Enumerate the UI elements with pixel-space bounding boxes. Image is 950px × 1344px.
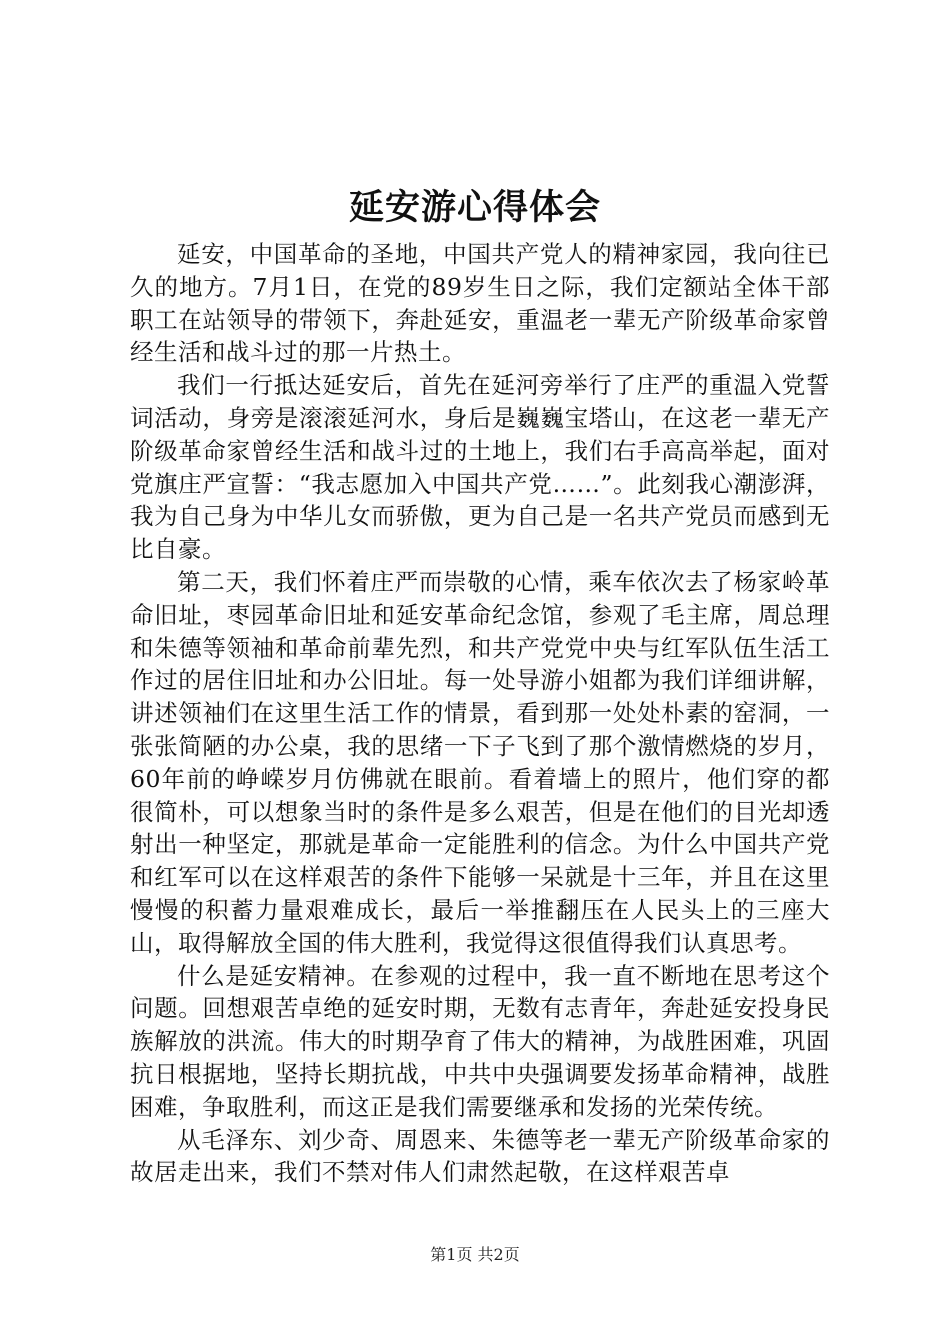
paragraph-1: 延安，中国革命的圣地，中国共产党人的精神家园，我向往已久的地方。7月1日，在党的89岁生日之际，我们定额站全体干部职工在站领导的带领下，奔赴延安，重温老一辈无产阶级革命家曾经生活和战斗过的那一片热土。 bbox=[130, 240, 830, 367]
paragraph-4: 什么是延安精神。在参观的过程中，我一直不断地在思考这个问题。回想艰苦卓绝的延安时期，无数有志青年，奔赴延安投身民族解放的洪流。伟大的时期孕育了伟大的精神，为战胜困难，巩固抗日根据地，坚持长期抗战，中共中央强调要发扬革命精神，战胜困难，争取胜利，而这正是我们需要继承和发扬的光荣传统。 bbox=[130, 961, 830, 1121]
paragraph-2: 我们一行抵达延安后，首先在延河旁举行了庄严的重温入党誓词活动，身旁是滚滚延河水，身后是巍巍宝塔山，在这老一辈无产阶级革命家曾经生活和战斗过的土地上，我们右手高高举起，面对党旗庄严宣誓：“我志愿加入中国共产党……”。此刻我心潮澎湃，我为自己身为中华儿女而骄傲，更为自己是一名共产党员而感到无比自豪。 bbox=[130, 371, 830, 564]
document-body bbox=[130, 238, 830, 1189]
document-title: 延安游心得体会 bbox=[348, 187, 601, 228]
paragraph-5: 从毛泽东、刘少奇、周恩来、朱德等老一辈无产阶级革命家的故居走出来，我们不禁对伟人们肃然起敬，在这样艰苦卓 bbox=[130, 1125, 830, 1187]
page-number-footer: 第1页 共2页 bbox=[430, 1245, 520, 1264]
paragraph-3: 第二天，我们怀着庄严而崇敬的心情，乘车依次去了杨家岭革命旧址，枣园革命旧址和延安革命纪念馆，参观了毛主席，周总理和朱德等领袖和革命前辈先烈，和共产党党中央与红军队伍生活工作过的居住旧址和办公旧址。每一处导游小姐都为我们详细讲解，讲述领袖们在这里生活工作的情景，看到那一处处朴素的窑洞，一张张简陋的办公桌，我的思绪一下子飞到了那个激情燃烧的岁月，60年前的峥嵘岁月仿佛就在眼前。看着墙上的照片，他们穿的都很简朴，可以想象当时的条件是多么艰苦，但是在他们的目光却透射出一种坚定，那就是革命一定能胜利的信念。为什么中国共产党和红军可以在这样艰苦的条件下能够一呆就是十三年，并且在这里慢慢的积蓄力量艰难成长，最后一举推翻压在人民头上的三座大山，取得解放全国的伟大胜利，我觉得这很值得我们认真思考。 bbox=[130, 567, 830, 957]
